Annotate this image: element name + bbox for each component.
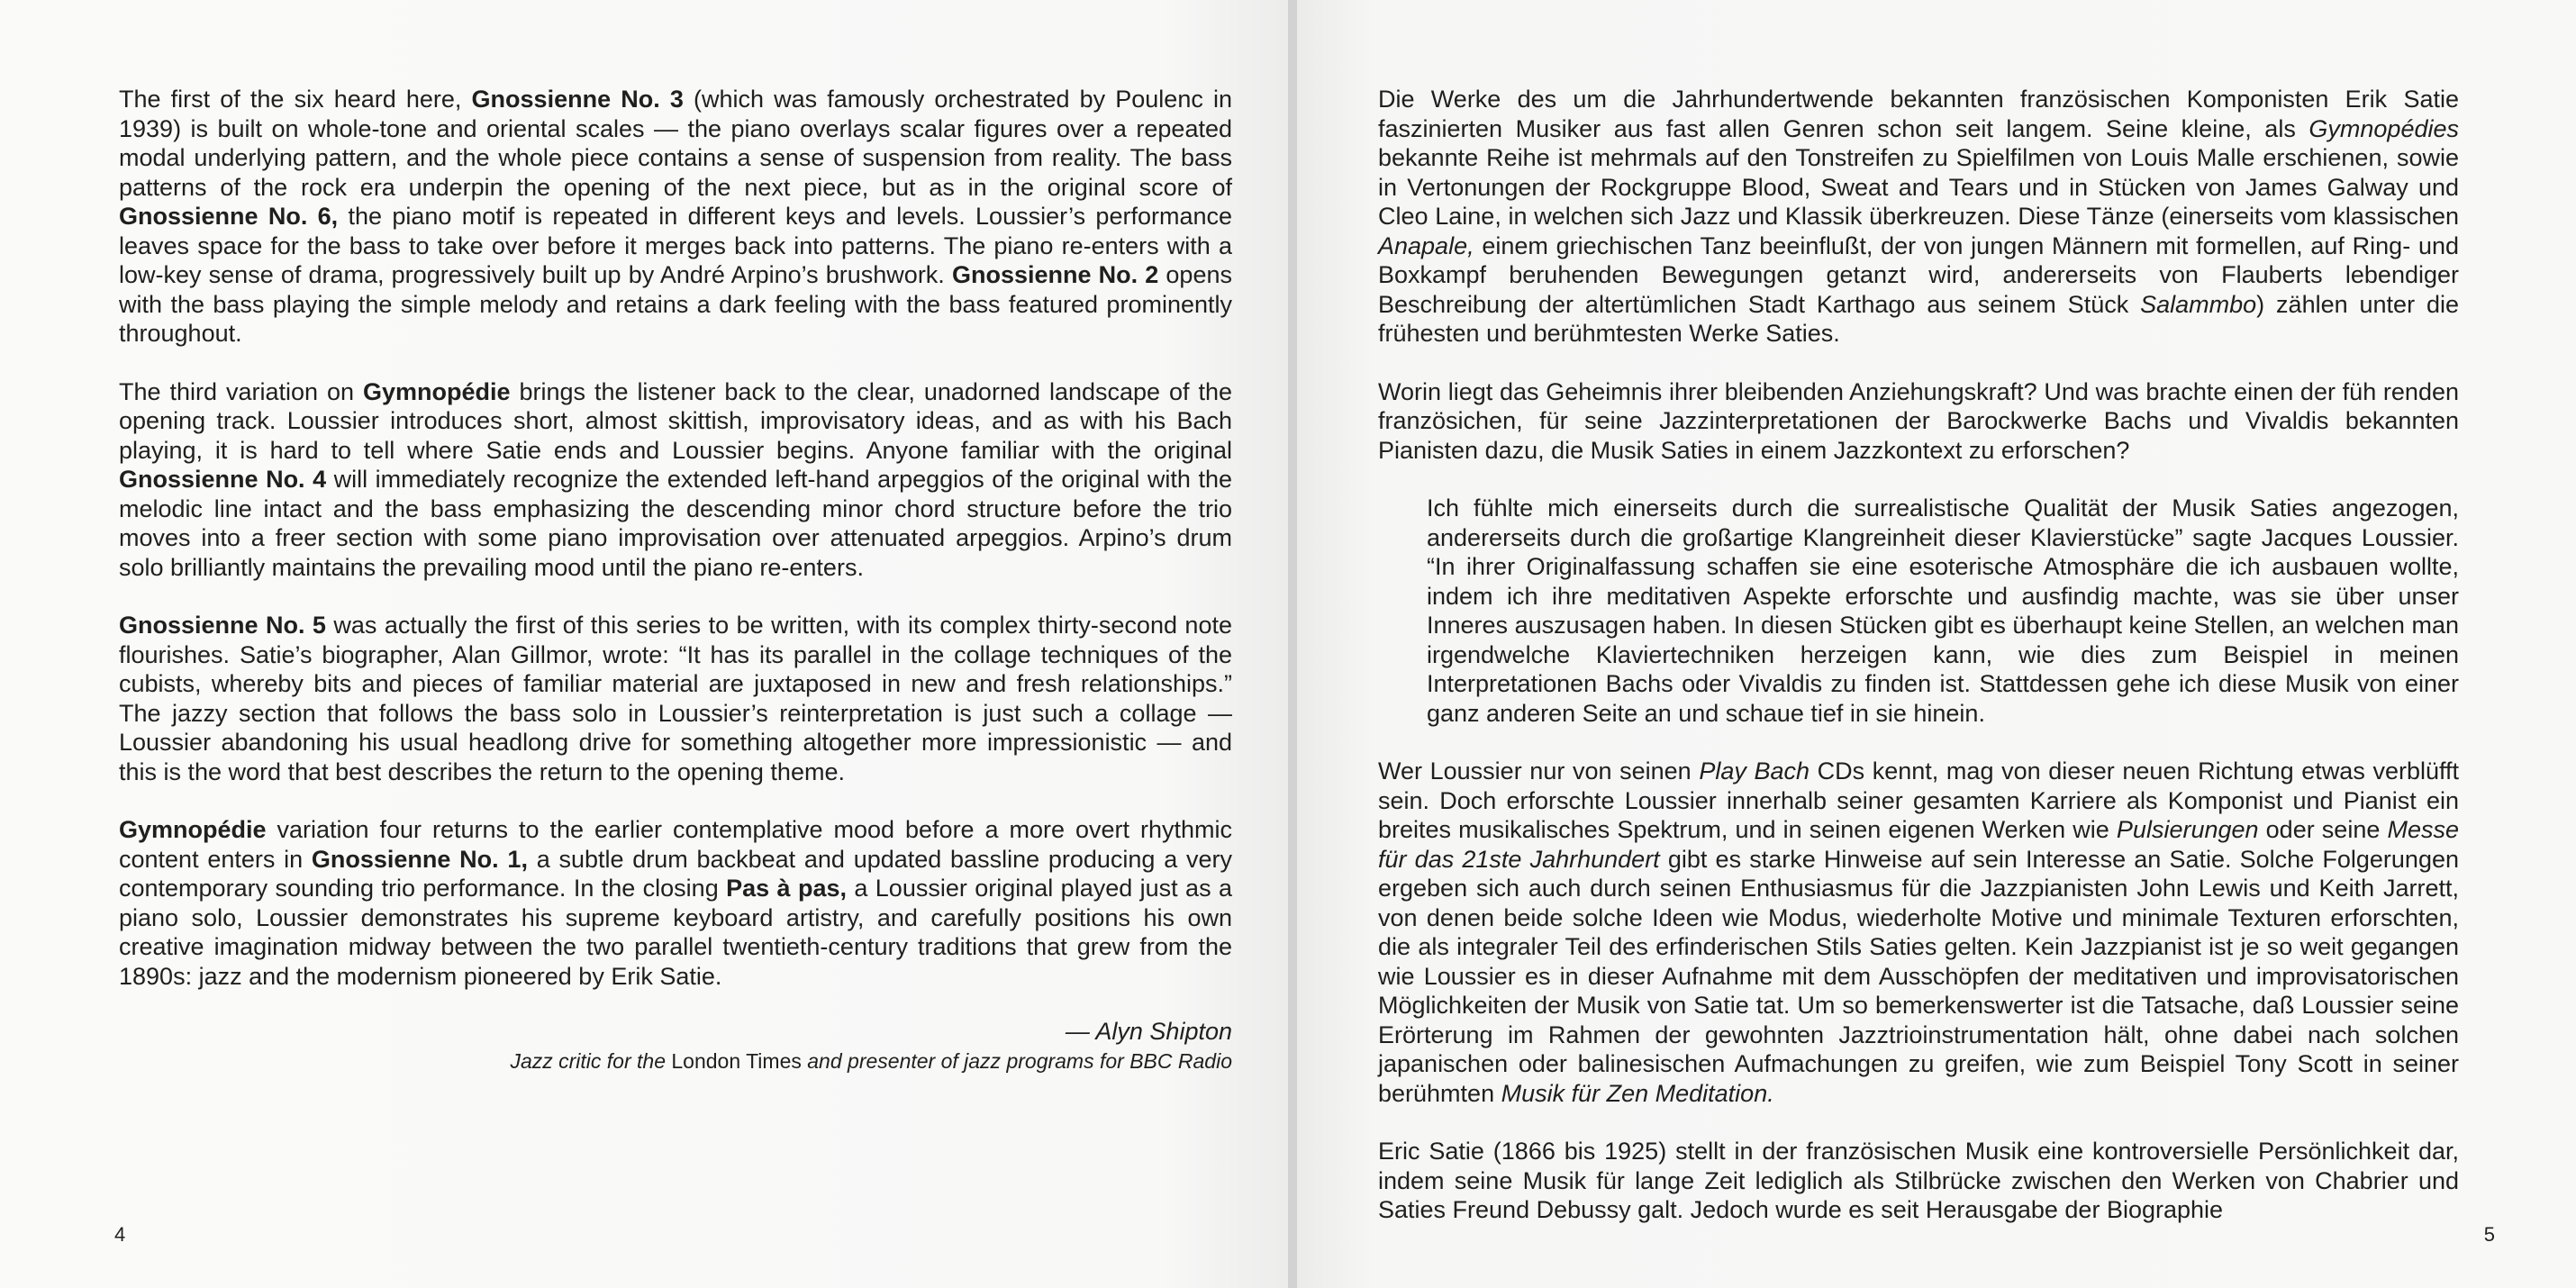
text-run: oder seine	[2258, 816, 2388, 843]
paragraph	[1378, 377, 2459, 466]
text-run: Wer Loussier nur von seinen	[1378, 757, 1700, 785]
italic-title: Musik für Zen Meditation.	[1501, 1079, 1774, 1107]
text-run: CDs kennt, mag von dieser neuen Richtung etwas verblüfft sein. Doch erforschte Loussier innerhalb seiner gesamten Karriere als Komponist und Pianist ein breites musikalisches Spektrum, und in seinen eigenen Werken wie	[1378, 757, 2460, 843]
text-run: (which was famously orchestrated by Poulenc in 1939) is built on whole-tone and oriental scales — the piano overlays scalar figures over a repeated modal underlying pattern, and the whole piece contains a sense of suspension from reality. The bass patterns of the rock era underpin the opening of the next piece, but as in the original score of	[119, 86, 1232, 201]
text-run: variation four returns to the earlier contemplative mood before a more overt rhythmic content enters in	[119, 816, 1232, 873]
right-paragraphs	[1378, 85, 2459, 1225]
text-run: Eric Satie (1866 bis 1925) stellt in der französischen Musik eine kontroversielle Persönlichkeit dar, indem seine Musik für lange Zeit lediglich als Stilbrücke zwischen den Werken von Chabrier und Saties Freund Debussy galt. Jedoch wurde es seit Herausgabe der Biographie	[1378, 1138, 2459, 1223]
page-number-left: 4	[114, 1223, 126, 1246]
text-run: Jazz critic for the	[510, 1049, 672, 1073]
bold-title: Gnossienne No. 3	[471, 86, 684, 113]
text-run: the piano motif is repeated in different keys and levels. Loussier’s performance leaves space for the bass to take over before it merges back into patterns. The piano re-enters with a low-key sense of drama, progressively built up by André Arpino’s brushwork.	[119, 203, 1232, 288]
book-gutter	[1288, 0, 1297, 1288]
italic-title: Salammbo	[2140, 290, 2257, 318]
text-run: The first of the six heard here,	[119, 86, 472, 113]
text-run: was actually the first of this series to be written, with its complex thirty-second note flourishes. Satie’s biographer, Alan Gillmor, wrote: “It has its parallel in the collage techniques of the cubists, whereby bits and pieces of familiar material are juxtaposed in new and fresh relationships.” The jazzy section that follows the bass solo in Loussier’s reinterpretation is just such a collage — Loussier abandoning his usual headlong drive for something altogether more impressionistic — and this is the word that best describes the return to the opening theme.	[119, 612, 1232, 785]
text-run: and presenter of jazz programs for BBC Radio	[801, 1049, 1232, 1073]
text-run: gibt es starke Hinweise auf sein Interesse an Satie. Solche Folgerungen ergeben sich auch durch seinen Enthusiasmus für die Jazzpianisten John Lewis und Keith Jarrett, von denen beide solche Ideen wie Modus, wiederholte Motive und minimale Texturen erforschten, die als integraler Teil des erfinderischen Stils Saties gelten. Kein Jazzpianist ist je so weit gegangen wie Loussier es in dieser Aufnahme mit dem Ausschöpfen der meditativen und improvisatorischen Möglichkeiten der Musik von Satie tat. Um so bemerkenswerter ist die Tatsache, daß Loussier seine Erörterung im Rahmen der gewohnten Jazztrioinstrumentation hält, ohne dabei nach solchen japanischen oder balinesischen Aufmachungen zu greifen, wie zum Beispiel Tony Scott in seiner berühmten	[1378, 845, 2459, 1107]
author-name: — Alyn Shipton	[1065, 1018, 1232, 1045]
text-run: brings the listener back to the clear, unadorned landscape of the opening track. Loussier introduces short, almost skittish, improvisatory ideas, and as with his Bach playing, it is hard to tell where Satie ends and Loussier begins. Anyone familiar with the original	[119, 377, 1233, 464]
left-paragraphs	[119, 85, 1232, 991]
page-number-right: 5	[2483, 1223, 2495, 1246]
text-run: Die Werke des um die Jahrhundertwende bekannten französischen Komponisten Erik Satie faszinierten Musiker aus fast allen Genren schon seit langem. Seine kleine, als	[1378, 86, 2459, 142]
text-run: will immediately recognize the extended left-hand arpeggios of the original with the melodic line intact and the bass emphasizing the descending minor chord structure before the trio moves into a freer section with some piano improvisation over attenuated arpeggios. Arpino’s drum solo brilliantly maintains the prevailing mood until the piano re-enters.	[119, 466, 1232, 581]
paragraph	[119, 85, 1232, 349]
paragraph	[119, 611, 1232, 786]
english-liner-notes	[119, 85, 1232, 1075]
bold-title: Gymnopédie	[119, 816, 267, 843]
quote-paragraph	[1427, 494, 2459, 728]
author-role	[119, 1047, 1232, 1075]
text-run: bekannte Reihe ist mehrmals auf den Tonstreifen zu Spielfilmen von Louis Malle erschienen, sowie in Vertonungen der Rockgruppe Blood, Sweat and Tears und in Stücken von James Galway und Cleo Laine, in welchen sich Jazz und Klassik überkreuzen. Diese Tänze (einerseits vom klassischen	[1378, 144, 2459, 230]
text-run: a Loussier original played just as a piano solo, Loussier demonstrates his supreme keyboard artistry, and carefully positions his own creative imagination midway between the two parallel twentieth-century traditions that grew from the 1890s: jazz and the modernism pioneered by Erik Satie.	[119, 875, 1232, 990]
text-run: einem griechischen Tanz beeinflußt, der von jungen Männern mit formellen, auf Ring- und Boxkampf beruhenden Bewegungen getanzt wird, andererseits von Flauberts lebendiger Beschreibung der altertümlichen Stadt Karthago aus seinem Stück	[1378, 231, 2459, 318]
paragraph	[119, 815, 1232, 991]
italic-title: Play Bach	[1699, 757, 1810, 785]
bold-title: Gnossienne No. 5	[119, 612, 326, 639]
bold-title: Gnossienne No. 6,	[119, 203, 339, 230]
text-run: ) zählen unter die frühesten und berühmtesten Werke Saties.	[1378, 290, 2459, 347]
german-liner-notes	[1378, 85, 2459, 1254]
paragraph	[1378, 757, 2459, 1108]
paragraph	[1378, 1137, 2459, 1225]
bold-title: Gymnopédie	[362, 377, 511, 405]
text-run: London Times	[671, 1049, 802, 1073]
right-page	[1297, 0, 2576, 1288]
italic-title: Anapale,	[1378, 231, 1474, 259]
text-run: The third variation on	[119, 377, 363, 405]
text-run: Ich fühlte mich einerseits durch die surrealistische Qualität der Musik Saties angezogen, andererseits durch die großartige Klangreinheit dieser Klavierstücke” sagte Jacques Loussier. “In ihrer Originalfassung schaffen sie eine esoterische Atmosphäre die ich ausbauen wollte, indem ich ihre meditativen Aspekte erforschte und ausfindig machte, was sie über unser Inneres auszusagen haben. In diesen Stücken gibt es überhaupt keine Stellen, an welchen man irgendwelche Klaviertechniken herzeigen kann, wie dies zum Beispiel in meinen Interpretationen Bachs oder Vivaldis zu finden ist. Stattdessen gehe ich diese Musik von einer ganz anderen Seite an und schaue tief in sie hinein.	[1427, 494, 2459, 727]
text-run: a subtle drum backbeat and updated bassline producing a very contemporary sounding trio performance. In the closing	[119, 845, 1232, 902]
italic-title: Pulsierungen	[2116, 816, 2259, 843]
paragraph	[119, 377, 1232, 583]
bold-title: Gnossienne No. 2	[951, 261, 1159, 288]
bold-title: Pas à pas,	[726, 875, 847, 902]
text-run: opens with the bass playing the simple melody and retains a dark feeling with the bass featured prominently throughout.	[119, 261, 1232, 347]
author-signature	[119, 1016, 1232, 1075]
italic-title: Gymnopédies	[2308, 114, 2459, 142]
italic-title: Messe für das 21ste Jahrhundert	[1378, 816, 2460, 873]
bold-title: Gnossienne No. 4	[119, 466, 327, 493]
paragraph	[1378, 85, 2459, 349]
bold-title: Gnossienne No. 1,	[311, 845, 528, 873]
text-run: Worin liegt das Geheimnis ihrer bleibenden Anziehungskraft? Und was brachte einen der füh renden französichen, für seine Jazzinterpretationen der Barockwerke Bachs und Vivaldis bekannten Pianisten dazu, die Musik Saties in einem Jazzkontext zu erforschen?	[1378, 377, 2459, 464]
